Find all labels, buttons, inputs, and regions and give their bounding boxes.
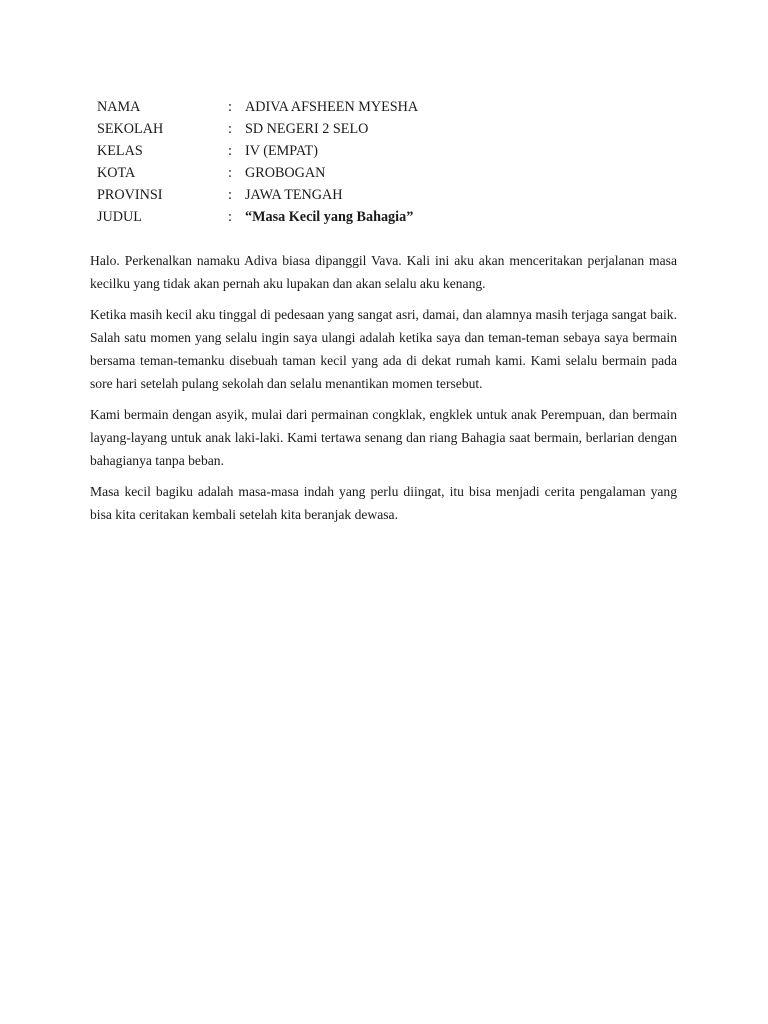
- identity-value: SD NEGERI 2 SELO: [245, 121, 369, 137]
- identity-row-judul: [97, 206, 418, 228]
- identity-row-provinsi: [97, 184, 418, 206]
- identity-colon: :: [228, 121, 232, 137]
- identity-colon: :: [228, 187, 232, 203]
- identity-value: JAWA TENGAH: [245, 187, 343, 203]
- identity-colon: :: [228, 165, 232, 181]
- identity-row-sekolah: [97, 118, 418, 140]
- identity-colon: :: [228, 99, 232, 115]
- identity-label: PROVINSI: [97, 187, 163, 203]
- identity-label: KOTA: [97, 165, 136, 181]
- story-paragraph: Kami bermain dengan asyik, mulai dari permainan congklak, engklek untuk anak Perempuan, dan bermain layang-layang untuk anak laki-laki. Kami tertawa senang dan riang Bahagia saat bermain, berlarian dengan bahagianya tanpa beban.: [90, 407, 677, 468]
- identity-colon: :: [228, 209, 232, 225]
- identity-colon: :: [228, 143, 232, 159]
- identity-value: ADIVA AFSHEEN MYESHA: [245, 99, 419, 115]
- story-paragraph: Halo. Perkenalkan namaku Adiva biasa dipanggil Vava. Kali ini aku akan menceritakan perjalanan masa kecilku yang tidak akan pernah aku lupakan dan akan selalu aku kenang.: [90, 253, 677, 291]
- identity-row-kelas: [97, 140, 418, 162]
- identity-label: KELAS: [97, 143, 143, 159]
- story-title: “Masa Kecil yang Bahagia”: [245, 209, 414, 225]
- identity-value: IV (EMPAT): [245, 143, 318, 159]
- story-paragraph: Masa kecil bagiku adalah masa-masa indah yang perlu diingat, itu bisa menjadi cerita pengalaman yang bisa kita ceritakan kembali setelah kita beranjak dewasa.: [90, 484, 677, 522]
- identity-row-kota: [97, 162, 418, 184]
- identity-label: JUDUL: [97, 209, 142, 225]
- identity-label: SEKOLAH: [97, 121, 164, 137]
- identity-row-nama: [97, 96, 418, 118]
- document-page: [90, 96, 677, 534]
- story-paragraph: Ketika masih kecil aku tinggal di pedesaan yang sangat asri, damai, dan alamnya masih terjaga sangat baik. Salah satu momen yang selalu ingin saya ulangi adalah ketika saya dan teman-teman sebaya saya bermain bersama teman-temanku disebuah taman kecil yang ada di dekat rumah kami. Kami selalu bermain pada sore hari setelah pulang sekolah dan selalu menantikan momen tersebut.: [90, 307, 677, 391]
- story-body: [90, 249, 677, 526]
- identity-value: GROBOGAN: [245, 165, 326, 181]
- identity-label: NAMA: [97, 99, 141, 115]
- identity-table: [97, 96, 418, 228]
